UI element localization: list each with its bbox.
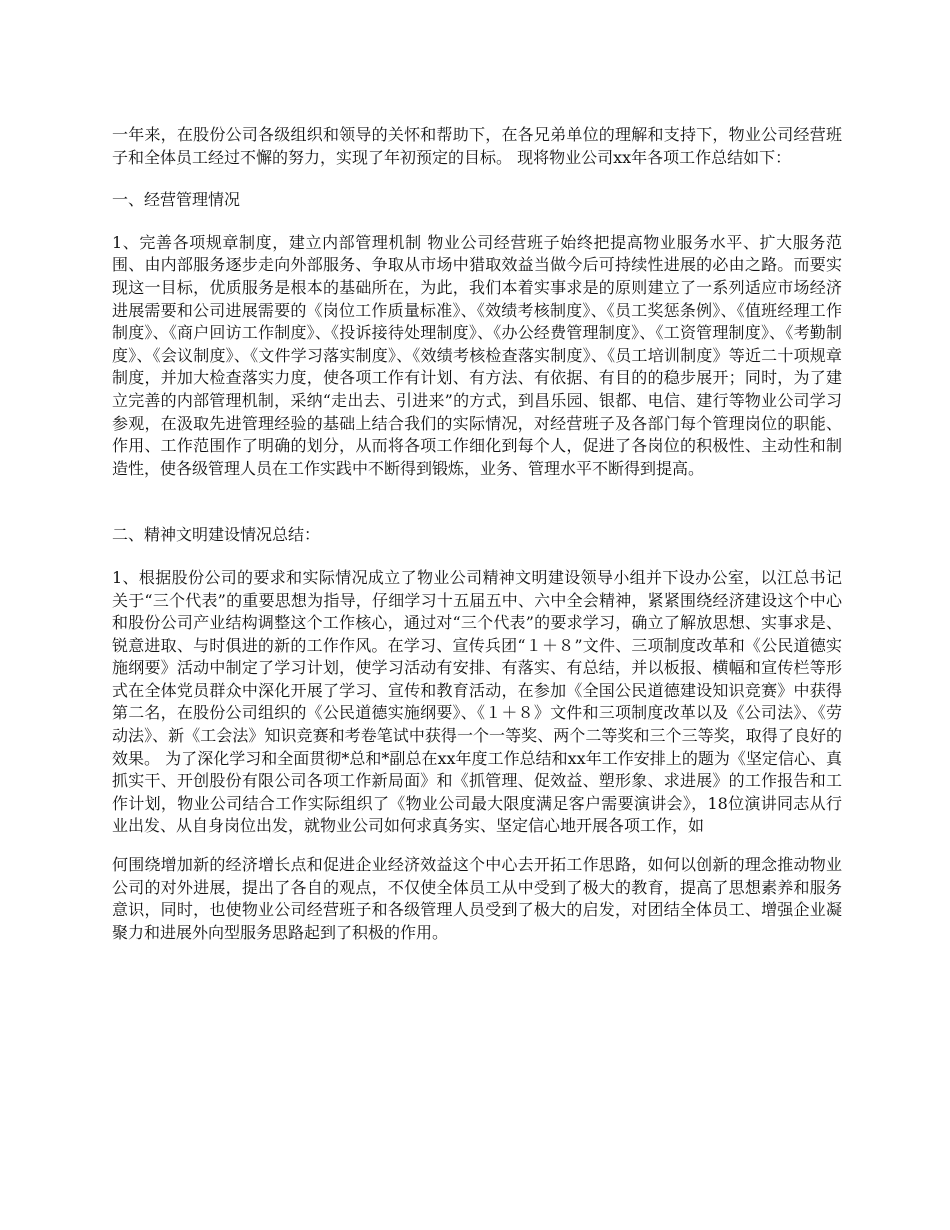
document-page: [112, 124, 842, 944]
section1-heading: 一、经营管理情况: [112, 190, 241, 210]
section2-heading: 二、精神文明建设情况总结：: [112, 525, 321, 545]
section2-paragraph-2: 何围绕增加新的经济增长点和促进企业经济效益这个中心去开拓工作思路，如何以创新的理念推动物业公司的对外进展，提出了各自的观点，不仅使全体员工从中受到了极大的教育，提高了思想素养和服务意识，同时，也使物业公司经营班子和各级管理人员受到了极大的启发，对团结全体员工、增强企业凝聚力和进展外向型服务思路起到了积极的作用。: [112, 855, 842, 942]
section2-paragraph-1: 1、根据股份公司的要求和实际情况成立了物业公司精神文明建设领导小组并下设办公室，以江总书记关于“三个代表”的重要思想为指导，仔细学习十五届五中、六中全会精神，紧紧围绕经济建设这个中心和股份公司产业结构调整这个工作核心，通过对“三个代表”的要求学习，确立了解放思想、实事求是、锐意进取、与时俱进的新的工作作风。在学习、宣传兵团“１＋８”文件、三项制度改革和《公民道德实施纲要》活动中制定了学习计划，使学习活动有安排、有落实、有总结，并以板报、横幅和宣传栏等形式在全体党员群众中深化开展了学习、宣传和教育活动，在参加《全国公民道德建设知识竞赛》中获得第二名，在股份公司组织的《公民道德实施纲要》、《１＋８》文件和三项制度改革以及《公司法》、《劳动法》、新《工会法》知识竞赛和考卷笔试中获得一个一等奖、两个二等奖和三个三等奖，取得了良好的效果。 为了深化学习和全面贯彻*总和*副总在xx年度工作总结和xx年工作安排上的题为《坚定信心、真抓实干、开创股份有限公司各项工作新局面》和《抓管理、促效益、塑形象、求进展》的工作报告和工作计划，物业公司结合工作实际组织了《物业公司最大限度满足客户需要演讲会》，18位演讲同志从行业出发、从自身岗位出发，就物业公司如何求真务实、坚定信心地开展各项工作，如: [112, 567, 842, 836]
intro-paragraph: 一年来，在股份公司各级组织和领导的关怀和帮助下，在各兄弟单位的理解和支持下，物业公司经营班子和全体员工经过不懈的努力，实现了年初预定的目标。 现将物业公司xx年各项工作总结如下：: [112, 125, 842, 167]
section1-paragraph: 1、完善各项规章制度，建立内部管理机制 物业公司经营班子始终把提高物业服务水平、扩大服务范围、由内部服务逐步走向外部服务、争取从市场中猎取效益当做今后可持续性进展的必由之路。而要实现这一目标，优质服务是根本的基础所在，为此，我们本着实事求是的原则建立了一系列适应市场经济进展需要和公司进展需要的《岗位工作质量标准》、《效绩考核制度》、《员工奖惩条例》、《值班经理工作制度》、《商户回访工作制度》、《投诉接待处理制度》、《办公经费管理制度》、《工资管理制度》、《考勤制度》、《会议制度》、《文件学习落实制度》、《效绩考核检查落实制度》、《员工培训制度》等近二十项规章制度，并加大检查落实力度，使各项工作有计划、有方法、有依据、有目的的稳步展开；同时，为了建立完善的内部管理机制，采纳“走出去、引进来”的方式，到昌乐园、银都、电信、建行等物业公司学习参观，在汲取先进管理经验的基础上结合我们的实际情况，对经营班子及各部门每个管理岗位的职能、作用、工作范围作了明确的划分，从而将各项工作细化到每个人，促进了各岗位的积极性、主动性和制造性，使各级管理人员在工作实践中不断得到锻炼，业务、管理水平不断得到提高。: [112, 232, 842, 478]
